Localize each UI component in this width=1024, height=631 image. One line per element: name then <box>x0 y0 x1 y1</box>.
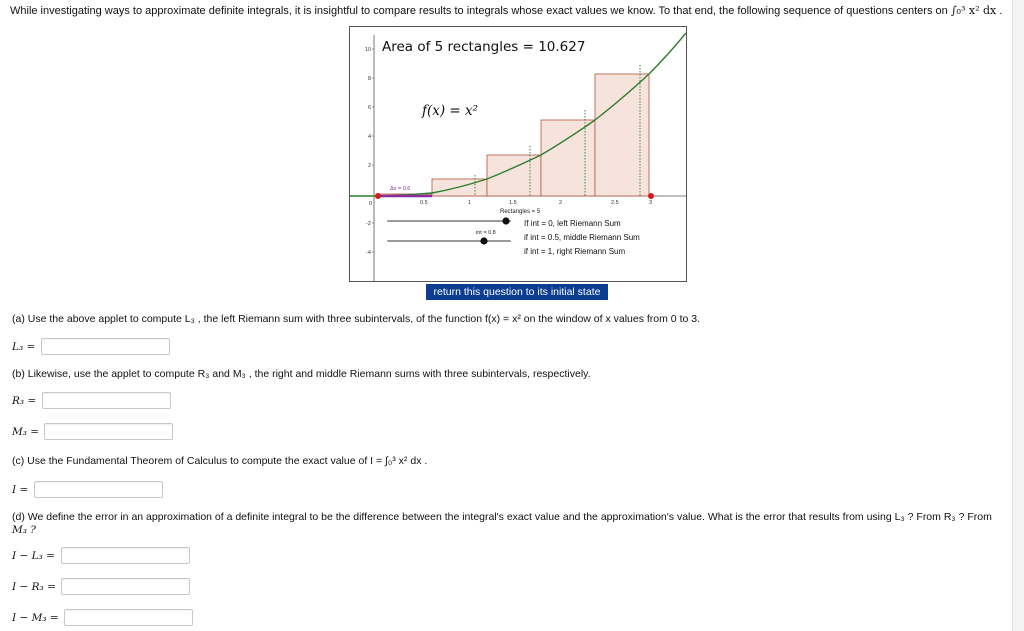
error-r3-label: I − R₃ = <box>12 581 56 593</box>
error-l3-label: I − L₃ = <box>12 550 55 562</box>
x-tick-3: 3 <box>649 200 653 206</box>
error-r3-input[interactable] <box>61 578 190 595</box>
y-tick-0: 0 <box>369 201 373 207</box>
l3-input[interactable] <box>41 338 170 355</box>
m3-input[interactable] <box>44 423 173 440</box>
part-d-text-line2: M₃ ? <box>12 524 36 536</box>
i-label: I = <box>12 484 29 496</box>
y-tick-neg4: -4 <box>366 250 371 256</box>
function-label: f(x) = x² <box>422 103 479 119</box>
y-tick-labels <box>365 47 372 256</box>
error-l3-input[interactable] <box>61 547 190 564</box>
x-tick-labels <box>420 200 652 206</box>
intro-integral: ∫₀³ x² dx <box>950 4 997 17</box>
area-label: Area of 5 rectangles = 10.627 <box>382 39 586 55</box>
rectangle-5 <box>595 74 649 196</box>
error-m3-input[interactable] <box>64 609 193 626</box>
right-endpoint-point[interactable] <box>648 193 654 199</box>
dx-label: Δx = 0.6 <box>390 186 411 192</box>
legend-right: if int = 1, right Riemann Sum <box>524 247 626 256</box>
y-tick-6: 6 <box>368 105 372 111</box>
i-input[interactable] <box>34 481 163 498</box>
error-m3-label: I − M₃ = <box>12 612 59 624</box>
applet-graph[interactable] <box>350 27 686 281</box>
int-slider-handle[interactable] <box>480 237 487 244</box>
riemann-rectangles <box>378 74 649 196</box>
int-slider[interactable] <box>388 237 510 244</box>
x-tick-2-5: 2.5 <box>611 200 619 206</box>
rectangles-slider-handle[interactable] <box>502 217 509 224</box>
rectangles-label: Rectangles = 5 <box>500 209 541 215</box>
part-d-text: (d) We define the error in an approximation of a definite integral to be the difference between the integral's exact value and the approximation's value. What is the error that results from using L₃ ? From R₃ ? From <box>12 511 992 523</box>
y-tick-2: 2 <box>368 163 372 169</box>
intro-text: While investigating ways to approximate definite integrals, it is insightful to compare results to integrals whose exact values we know. To that end, the following sequence of questions centers on ∫₀³ x² dx . <box>10 4 1003 17</box>
l3-label: L₃ = <box>12 341 36 353</box>
legend-left: If int = 0, left Riemann Sum <box>524 219 621 228</box>
part-b-text: (b) Likewise, use the applet to compute R₃ and M₃ , the right and middle Riemann sums with three subintervals, respectively. <box>12 368 591 380</box>
left-endpoint-point[interactable] <box>375 193 381 199</box>
rectangle-4 <box>541 120 595 196</box>
reset-question-button[interactable]: return this question to its initial state <box>426 284 608 300</box>
sum-type-legend <box>524 219 640 256</box>
x-tick-0-5: 0.5 <box>420 200 428 206</box>
r3-label: R₃ = <box>12 395 37 407</box>
int-label: int = 0.8 <box>476 230 496 236</box>
y-tick-neg2: -2 <box>366 221 371 227</box>
riemann-sum-applet[interactable] <box>349 26 687 282</box>
vertical-scrollbar[interactable] <box>1012 0 1024 631</box>
y-tick-8: 8 <box>368 76 372 82</box>
part-a-text: (a) Use the above applet to compute L₃ , the left Riemann sum with three subintervals, of the function f(x) = x² on the window of x values from 0 to 3. <box>12 313 700 325</box>
rectangles-slider[interactable] <box>388 217 510 224</box>
r3-input[interactable] <box>42 392 171 409</box>
legend-middle: if int = 0.5, middle Riemann Sum <box>524 233 640 242</box>
y-tick-4: 4 <box>368 134 372 140</box>
m3-label: M₃ = <box>12 426 40 438</box>
x-tick-1-5: 1.5 <box>509 200 517 206</box>
x-tick-1: 1 <box>468 200 472 206</box>
y-tick-10: 10 <box>365 47 372 53</box>
x-tick-2: 2 <box>559 200 563 206</box>
part-c-text: (c) Use the Fundamental Theorem of Calculus to compute the exact value of I = ∫₀³ x² dx . <box>12 455 428 467</box>
